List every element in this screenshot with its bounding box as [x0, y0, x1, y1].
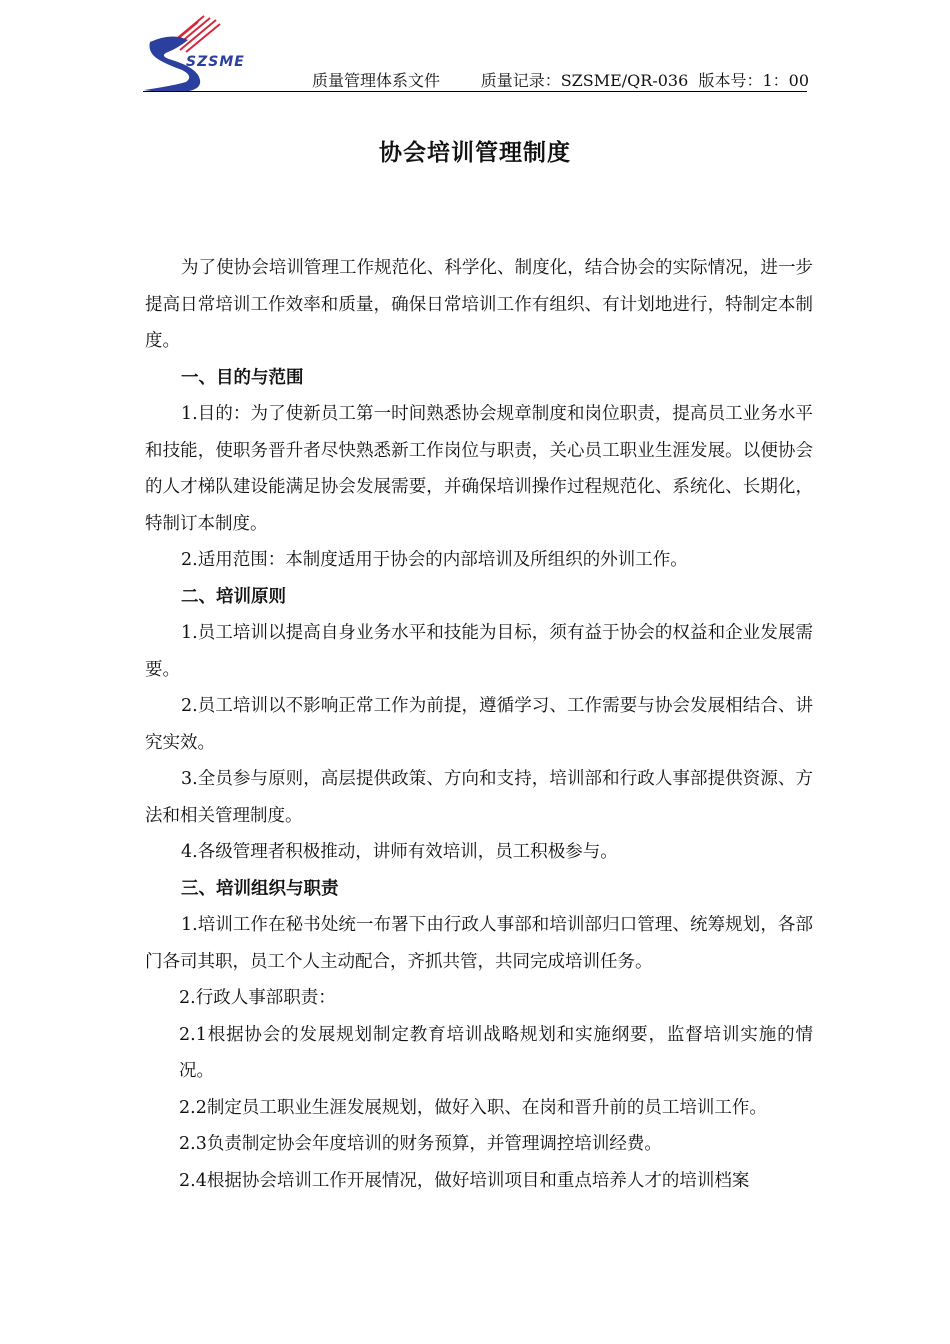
section-heading: 三、培训组织与职责 — [181, 878, 339, 899]
szsme-logo — [142, 12, 252, 94]
paragraph: 2.员工培训以不影响正常工作为前提，遵循学习、工作需要与协会发展相结合、讲究实效。 — [145, 696, 813, 753]
paragraph: 3.全员参与原则，高层提供政策、方向和支持，培训部和行政人事部提供资源、方法和相关管理制度。 — [145, 769, 813, 826]
document-title: 协会培训管理制度 — [379, 140, 571, 166]
paragraph: 2.适用范围：本制度适用于协会的内部培训及所组织的外训工作。 — [181, 550, 688, 570]
section-heading: 一、目的与范围 — [181, 367, 304, 388]
intro-paragraph: 为了使协会培训管理工作规范化、科学化、制度化，结合协会的实际情况，进一步提高日常培训工作效率和质量，确保日常培训工作有组织、有计划地进行，特制定本制度。 — [145, 258, 813, 351]
paragraph: 2.3负责制定协会年度培训的财务预算，并管理调控培训经费。 — [179, 1134, 662, 1154]
document-header-info: 质量管理体系文件 质量记录：SZSME/QR-036 版本号：1：00 — [312, 71, 810, 90]
svg-text:SZSME: SZSME — [186, 54, 245, 70]
document-body — [145, 250, 813, 1199]
paragraph: 2.1根据协会的发展规划制定教育培训战略规划和实施纲要，监督培训实施的情况。 — [179, 1024, 813, 1081]
header-divider — [143, 91, 807, 92]
paragraph: 2.行政人事部职责： — [179, 988, 336, 1008]
paragraph: 2.2制定员工职业生涯发展规划，做好入职、在岗和晋升前的员工培训工作。 — [179, 1097, 767, 1118]
paragraph: 4.各级管理者积极推动，讲师有效培训，员工积极参与。 — [181, 842, 618, 862]
paragraph: 1.目的：为了使新员工第一时间熟悉协会规章制度和岗位职责，提高员工业务水平和技能，使职务晋升者尽快熟悉新工作岗位与职责，关心员工职业生涯发展。以便协会的人才梯队建设能满足协会发展需要，并确保培训操作过程规范化、系统化、长期化，特制订本制度。 — [145, 404, 813, 534]
section-heading: 二、培训原则 — [181, 586, 286, 607]
paragraph: 1.培训工作在秘书处统一布署下由行政人事部和培训部归口管理、统筹规划，各部门各司其职，员工个人主动配合，齐抓共管，共同完成培训任务。 — [145, 915, 813, 972]
paragraph: 1.员工培训以提高自身业务水平和技能为目标，须有益于协会的权益和企业发展需要。 — [145, 623, 813, 680]
paragraph: 2.4根据协会培训工作开展情况，做好培训项目和重点培养人才的培训档案 — [179, 1170, 750, 1191]
